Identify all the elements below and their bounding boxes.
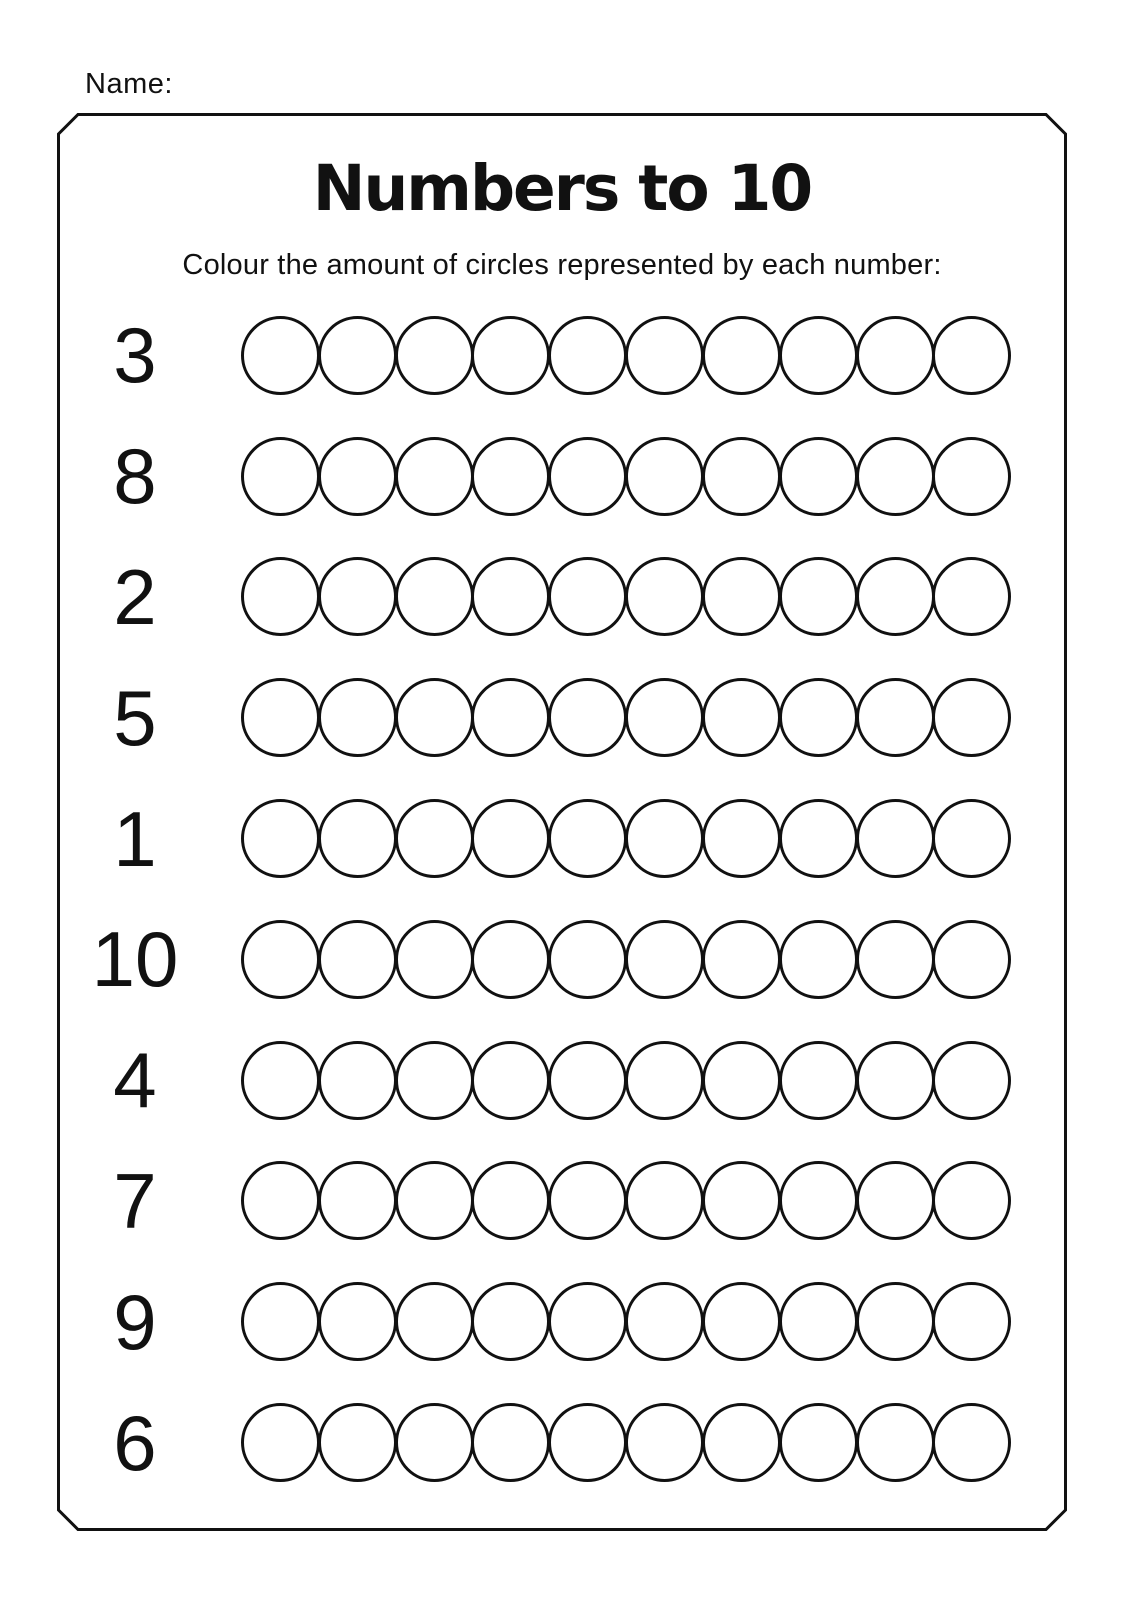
colour-circle[interactable] — [779, 316, 858, 395]
colour-circle[interactable] — [932, 1161, 1011, 1240]
row-number-label: 6 — [113, 1398, 157, 1487]
colour-circle[interactable] — [702, 316, 781, 395]
number-row — [57, 416, 1067, 537]
circles-group — [241, 1161, 1011, 1240]
colour-circle[interactable] — [625, 437, 704, 516]
rows-container — [57, 295, 1067, 1503]
colour-circle[interactable] — [241, 316, 320, 395]
row-number-label: 7 — [113, 1156, 157, 1245]
colour-circle[interactable] — [318, 1403, 397, 1482]
row-number-label: 8 — [113, 432, 157, 521]
colour-circle[interactable] — [395, 1041, 474, 1120]
colour-circle[interactable] — [471, 920, 550, 999]
colour-circle[interactable] — [395, 799, 474, 878]
circles-group — [241, 920, 1011, 999]
colour-circle[interactable] — [318, 1041, 397, 1120]
colour-circle[interactable] — [856, 316, 935, 395]
colour-circle[interactable] — [318, 920, 397, 999]
colour-circle[interactable] — [241, 678, 320, 757]
colour-circle[interactable] — [548, 316, 627, 395]
colour-circle[interactable] — [241, 1161, 320, 1240]
colour-circle[interactable] — [702, 437, 781, 516]
name-label: Name: — [85, 68, 173, 100]
colour-circle[interactable] — [548, 920, 627, 999]
circles-group — [241, 1041, 1011, 1120]
colour-circle[interactable] — [318, 799, 397, 878]
colour-circle[interactable] — [702, 1403, 781, 1482]
colour-circle[interactable] — [548, 1161, 627, 1240]
colour-circle[interactable] — [856, 1282, 935, 1361]
circles-group — [241, 1282, 1011, 1361]
colour-circle[interactable] — [932, 1041, 1011, 1120]
colour-circle[interactable] — [856, 1161, 935, 1240]
colour-circle[interactable] — [471, 799, 550, 878]
row-number-label: 4 — [113, 1036, 157, 1125]
colour-circle[interactable] — [471, 316, 550, 395]
colour-circle[interactable] — [241, 1282, 320, 1361]
colour-circle[interactable] — [471, 678, 550, 757]
colour-circle[interactable] — [318, 678, 397, 757]
colour-circle[interactable] — [395, 557, 474, 636]
number-row — [57, 537, 1067, 658]
colour-circle[interactable] — [856, 437, 935, 516]
colour-circle[interactable] — [856, 920, 935, 999]
number-row — [57, 778, 1067, 899]
colour-circle[interactable] — [856, 678, 935, 757]
colour-circle[interactable] — [856, 1403, 935, 1482]
colour-circle[interactable] — [318, 1161, 397, 1240]
colour-circle[interactable] — [471, 1041, 550, 1120]
row-number-label: 5 — [113, 673, 157, 762]
colour-circle[interactable] — [856, 557, 935, 636]
colour-circle[interactable] — [625, 1041, 704, 1120]
colour-circle[interactable] — [471, 1282, 550, 1361]
colour-circle[interactable] — [702, 1161, 781, 1240]
colour-circle[interactable] — [625, 1403, 704, 1482]
colour-circle[interactable] — [702, 920, 781, 999]
colour-circle[interactable] — [318, 557, 397, 636]
colour-circle[interactable] — [548, 437, 627, 516]
colour-circle[interactable] — [625, 1161, 704, 1240]
row-number-label: 1 — [113, 794, 157, 883]
colour-circle[interactable] — [702, 1041, 781, 1120]
number-row — [57, 1020, 1067, 1141]
colour-circle[interactable] — [548, 1282, 627, 1361]
colour-circle[interactable] — [932, 678, 1011, 757]
colour-circle[interactable] — [548, 1041, 627, 1120]
colour-circle[interactable] — [395, 678, 474, 757]
worksheet-title: Numbers to 10 — [312, 152, 812, 225]
colour-circle[interactable] — [779, 1161, 858, 1240]
number-row — [57, 657, 1067, 778]
colour-circle[interactable] — [395, 316, 474, 395]
colour-circle[interactable] — [395, 437, 474, 516]
circles-group — [241, 799, 1011, 878]
colour-circle[interactable] — [548, 799, 627, 878]
colour-circle[interactable] — [548, 557, 627, 636]
colour-circle[interactable] — [395, 1282, 474, 1361]
number-row — [57, 1141, 1067, 1262]
number-row — [57, 1382, 1067, 1503]
row-number-label: 2 — [113, 552, 157, 641]
colour-circle[interactable] — [471, 1161, 550, 1240]
colour-circle[interactable] — [779, 678, 858, 757]
circles-group — [241, 678, 1011, 757]
circles-group — [241, 316, 1011, 395]
colour-circle[interactable] — [241, 1041, 320, 1120]
colour-circle[interactable] — [318, 437, 397, 516]
row-number-label: 9 — [113, 1277, 157, 1366]
colour-circle[interactable] — [702, 1282, 781, 1361]
colour-circle[interactable] — [932, 1282, 1011, 1361]
colour-circle[interactable] — [779, 799, 858, 878]
colour-circle[interactable] — [932, 920, 1011, 999]
circles-group — [241, 437, 1011, 516]
colour-circle[interactable] — [318, 1282, 397, 1361]
colour-circle[interactable] — [548, 1403, 627, 1482]
colour-circle[interactable] — [932, 799, 1011, 878]
colour-circle[interactable] — [702, 799, 781, 878]
colour-circle[interactable] — [856, 799, 935, 878]
colour-circle[interactable] — [625, 799, 704, 878]
colour-circle[interactable] — [779, 557, 858, 636]
colour-circle[interactable] — [395, 1161, 474, 1240]
colour-circle[interactable] — [856, 1041, 935, 1120]
colour-circle[interactable] — [241, 557, 320, 636]
colour-circle[interactable] — [779, 1403, 858, 1482]
colour-circle[interactable] — [395, 1403, 474, 1482]
colour-circle[interactable] — [395, 920, 474, 999]
colour-circle[interactable] — [471, 1403, 550, 1482]
circles-group — [241, 1403, 1011, 1482]
worksheet-instruction: Colour the amount of circles represented by each number: — [182, 249, 942, 281]
circles-group — [241, 557, 1011, 636]
colour-circle[interactable] — [932, 1403, 1011, 1482]
colour-circle[interactable] — [241, 1403, 320, 1482]
number-row — [57, 899, 1067, 1020]
row-number-label: 3 — [113, 311, 157, 400]
colour-circle[interactable] — [702, 678, 781, 757]
colour-circle[interactable] — [779, 1041, 858, 1120]
worksheet-frame — [57, 113, 1067, 1531]
row-number-label: 10 — [91, 915, 179, 1004]
number-row — [57, 295, 1067, 416]
colour-circle[interactable] — [702, 557, 781, 636]
colour-circle[interactable] — [932, 316, 1011, 395]
colour-circle[interactable] — [471, 557, 550, 636]
colour-circle[interactable] — [779, 920, 858, 999]
colour-circle[interactable] — [241, 437, 320, 516]
colour-circle[interactable] — [625, 1282, 704, 1361]
colour-circle[interactable] — [625, 678, 704, 757]
colour-circle[interactable] — [932, 557, 1011, 636]
colour-circle[interactable] — [779, 1282, 858, 1361]
colour-circle[interactable] — [932, 437, 1011, 516]
colour-circle[interactable] — [625, 920, 704, 999]
colour-circle[interactable] — [548, 678, 627, 757]
colour-circle[interactable] — [625, 557, 704, 636]
colour-circle[interactable] — [471, 437, 550, 516]
colour-circle[interactable] — [241, 920, 320, 999]
number-row — [57, 1261, 1067, 1382]
colour-circle[interactable] — [241, 799, 320, 878]
colour-circle[interactable] — [779, 437, 858, 516]
colour-circle[interactable] — [318, 316, 397, 395]
colour-circle[interactable] — [625, 316, 704, 395]
